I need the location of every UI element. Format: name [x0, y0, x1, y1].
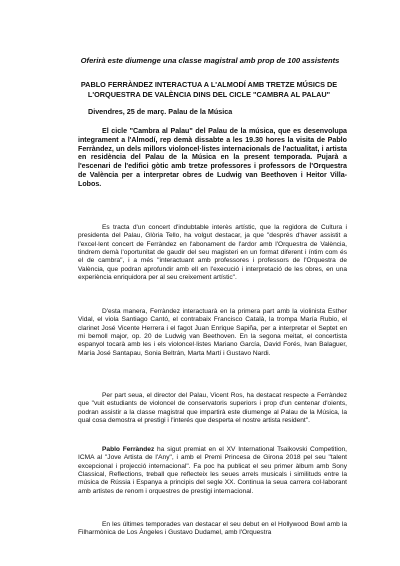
kicker: Oferirà este diumenge una classe magistral amb prop de 100 assistents	[80, 56, 340, 65]
artist-name: Pablo Ferràndez	[102, 446, 155, 453]
dateline: Divendres, 25 de març. Palau de la Música	[88, 107, 233, 116]
paragraph-2: D'esta manera, Ferràndez interactuarà en la primera part amb la violinista Esther Vidal, el viola Santiago Cantó, el contrabaix Francisco Català, la trompa María Rubio, el clarinet José Vicente Herrera i el fagot Juan Enrique Sapiña, per a interpretar el Septet en mi bemoll major, op. 20 de Ludwig van Beethoven. En la segona meitat, el concertista espanyol tocarà amb les i els violoncel·listes Mariano García, David Forés, Ivan Balaguer, María José Santapau, Sonia Beltrán, Marta Martí i Gustavo Nardi.	[78, 308, 347, 357]
paragraph-3: Per part seua, el director del Palau, Vicent Ros, ha destacat respecte a Ferràndez que "vuit estudiants de violoncel de conservatoris superiors i prop d'un centenar d'oients, podran assistir a la classe magistral que impartirà este diumenge al Palau de la Música, la qual cosa demostra el prestigi i l'interés que desperta el nostre artista resident".	[78, 392, 347, 425]
paragraph-4	[78, 446, 347, 496]
paragraph-5: En les últimes temporades van destacar el seu debut en el Hollywood Bowl amb la Filharmònica de Los Àngeles i Gustavo Dudamel, amb l'Orquestra	[78, 521, 347, 537]
headline: PABLO FERRÀNDEZ INTERACTUA A L'ALMODÍ AMB TRETZE MÚSICS DE L'ORQUESTRA DE VALÈNCIA DINS DEL CICLE "CAMBRA AL PALAU"	[80, 80, 338, 99]
paragraph-1: Es tracta d'un concert d'indubtable interès artístic, que la regidora de Cultura i presidenta del Palau, Glòria Tello, ha volgut destacar, ja que "després d'haver assistit a l'excel·lent concert de Ferràndez en l'abonament de l'ardor amb l'Orquestra de València, tindrem demà l'oportunitat de gaudir del seu magisteri en un format diferent i íntim com és el de cambra", i a més "interactuant amb professores i professors de l'Orquestra de València, que podran aprofundir amb ell en l'execució i interpretació de les obres, en una experiència enriquidora per al seu creixement artístic".	[78, 224, 347, 282]
paragraph-4-text: ha sigut premiat en el XV International Tsaikovski Competition, ICMA al "Jove Artista de l'Any", i amb el Premi Princesa de Girona 2018 pel seu "talent excepcional i projecció internacional". Fa poc ha publicat el seu primer àlbum amb Sony Classical, Reflections, treball que reflecteix les seues arrels musicals i similituds entre la música de Rússia i Espanya a principis del segle XX. Continua la seua carrera col·laborant amb artistes de renom i orquestres de prestigi internacional.	[78, 446, 347, 495]
lead-paragraph: El cicle "Cambra al Palau" del Palau de la música, que es desenvolupa integrament a l'Almodí, rep demà dissabte a les 19.30 hores la visita de Pablo Ferràndez, un dels millors violoncel·listes internacionals de l'actualitat, i artista en residència del Palau de la Música en la present temporada. Pujarà a l'escenari de l'edifici gòtic amb tretze professores i professors de l'Orquestra de València per a interpretar obres de Ludwig van Beethoven i Heitor Villa-Lobos.	[78, 127, 347, 188]
